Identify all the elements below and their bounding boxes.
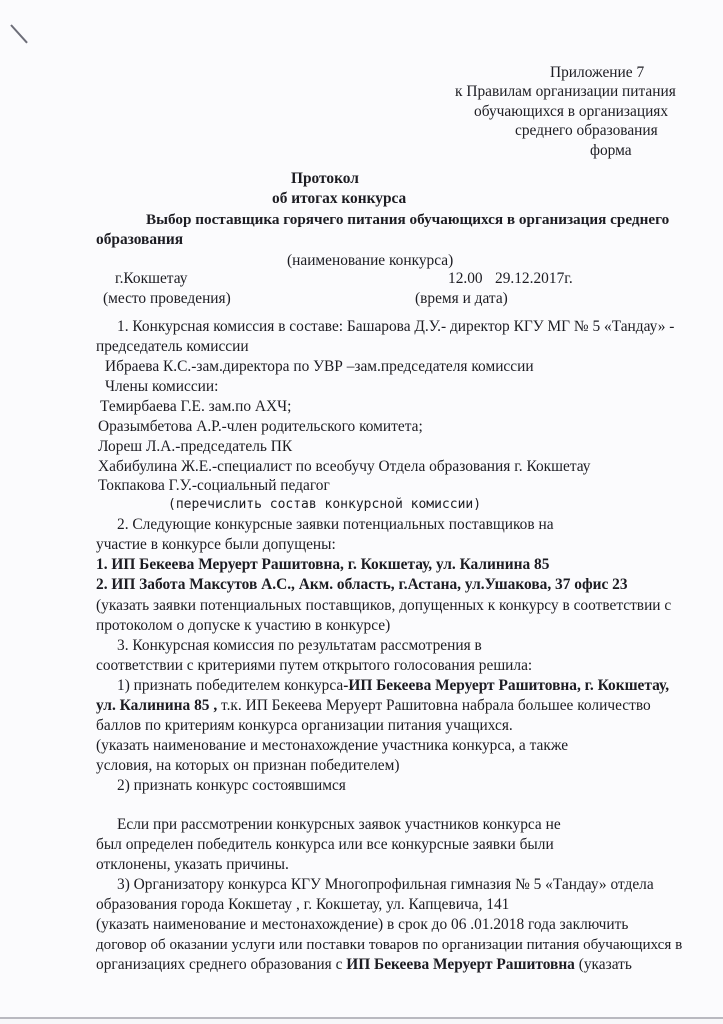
member-item: Темирбаева Г.Е. зам.по АХЧ; [100, 398, 292, 415]
note-line-1: Если при рассмотрении конкурсных заявок участников конкурса не [117, 816, 561, 833]
contest-name-line-2: образования [96, 231, 184, 248]
member-item: Хабибулина Ж.Е.-специалист по всеобучу Отдела образования г. Кокшетау [98, 458, 591, 475]
contest-name-hint: (наименование конкурса) [287, 252, 454, 269]
appendix-label: Приложение 7 [550, 64, 645, 81]
winner-name: -ИП Бекеева Меруерт Рашитовна, г. Кокшетау, [343, 677, 670, 694]
winner-prefix: 1) признать победителем конкурса [117, 677, 344, 694]
organizer-line-3: (указать наименование и местонахождение) в срок до 06 .01.2018 года заключить [96, 916, 629, 933]
member-item: Лореш Л.А.-председатель ПК [98, 438, 293, 455]
winner-hint-1: (указать наименование и местонахождение участника конкурса, а также [96, 737, 569, 754]
contract-party: ИП Бекеева Меруерт Рашитовна [346, 956, 575, 973]
winner-reason: т.к. ИП Бекеева Меруерт Рашитовна набрала большее количество [217, 697, 651, 714]
members-hint: (перечислить состав конкурсной комиссии) [168, 497, 482, 512]
organizer-line-5 [96, 956, 632, 974]
members-label: Члены комиссии: [105, 378, 219, 395]
rules-line-1: к Правилам организации питания [455, 83, 676, 100]
form-label: форма [590, 142, 632, 159]
section2-hint-2: протоколом о допуске к участию в конкурсе) [96, 617, 391, 634]
organizer-line-5-suffix: (указать [574, 956, 632, 973]
organizer-line-1: 3) Организатору конкурса КГУ Многопрофильная гимназия № 5 «Тандау» отдела [117, 876, 654, 893]
section3-line-1: 3. Конкурсная комиссия по результатам рассмотрения в [117, 637, 482, 654]
note-line-3: отклонены, указать причины. [96, 856, 289, 873]
section2-line-2: участие в конкурсе были допущены: [96, 536, 336, 553]
winner-line-2 [96, 697, 651, 715]
rules-line-2: обучающихся в организациях [474, 103, 669, 120]
note-line-2: был определен победитель конкурса или все конкурсные заявки были [96, 836, 554, 853]
bid-item: 1. ИП Бекеева Меруерт Рашитовна, г. Кокшетау, ул. Калинина 85 [96, 556, 550, 573]
contest-held: 2) признать конкурс состоявшимся [117, 777, 346, 794]
protocol-subtitle: об итогах конкурса [272, 190, 407, 207]
winner-line-1 [117, 677, 669, 695]
section1-line-1: 1. Конкурсная комиссия в составе: Башарова Д.У.- директор КГУ МГ № 5 «Тандау» - [117, 318, 675, 335]
place-hint: (место проведения) [103, 290, 231, 307]
organizer-line-2: образования города Кокшетау , г. Кокшетау, ул. Капцевича, 141 [96, 896, 510, 913]
member-item: Оразымбетова А.Р.-член родительского комитета; [98, 418, 423, 435]
organizer-line-5-prefix: организациях среднего образования с [96, 956, 347, 973]
pen-mark [10, 24, 28, 43]
time-hint: (время и дата) [415, 290, 508, 307]
winner-hint-2: условия, на которых он признан победителем) [96, 757, 400, 774]
contest-name-line-1: Выбор поставщика горячего питания обучающихся в организация среднего [146, 211, 670, 228]
section1-line-2: председатель комиссии [96, 338, 249, 355]
section3-line-2: соответствии с критериями путем открытого голосования решила: [96, 657, 533, 674]
section2-hint-1: (указать заявки потенциальных поставщиков, допущенных к конкурсу в соответствии с [96, 597, 672, 614]
organizer-line-4: договор об оказании услуги или поставки товаров по организации питания обучающихся в [96, 937, 683, 953]
deputy-chair: Ибраева К.С.-зам.директора по УВР –зам.председателя комиссии [105, 358, 534, 375]
date-value: 29.12.2017г. [495, 270, 573, 287]
time-value: 12.00 [448, 270, 483, 287]
rules-line-3: среднего образования [515, 122, 658, 139]
bid-item: 2. ИП Забота Максутов А.С., Акм. область, г.Астана, ул.Ушакова, 37 офис 23 [96, 576, 628, 593]
member-item: Токпакова Г.У.-социальный педагог [98, 477, 330, 494]
winner-line-3: баллов по критериям конкурса организации питания учащихся. [96, 717, 513, 734]
place-value: г.Кокшетау [115, 270, 188, 287]
protocol-title: Протокол [291, 170, 359, 187]
section2-line-1: 2. Следующие конкурсные заявки потенциальных поставщиков на [117, 516, 554, 533]
winner-address: ул. Калинина 85 , [96, 697, 218, 714]
